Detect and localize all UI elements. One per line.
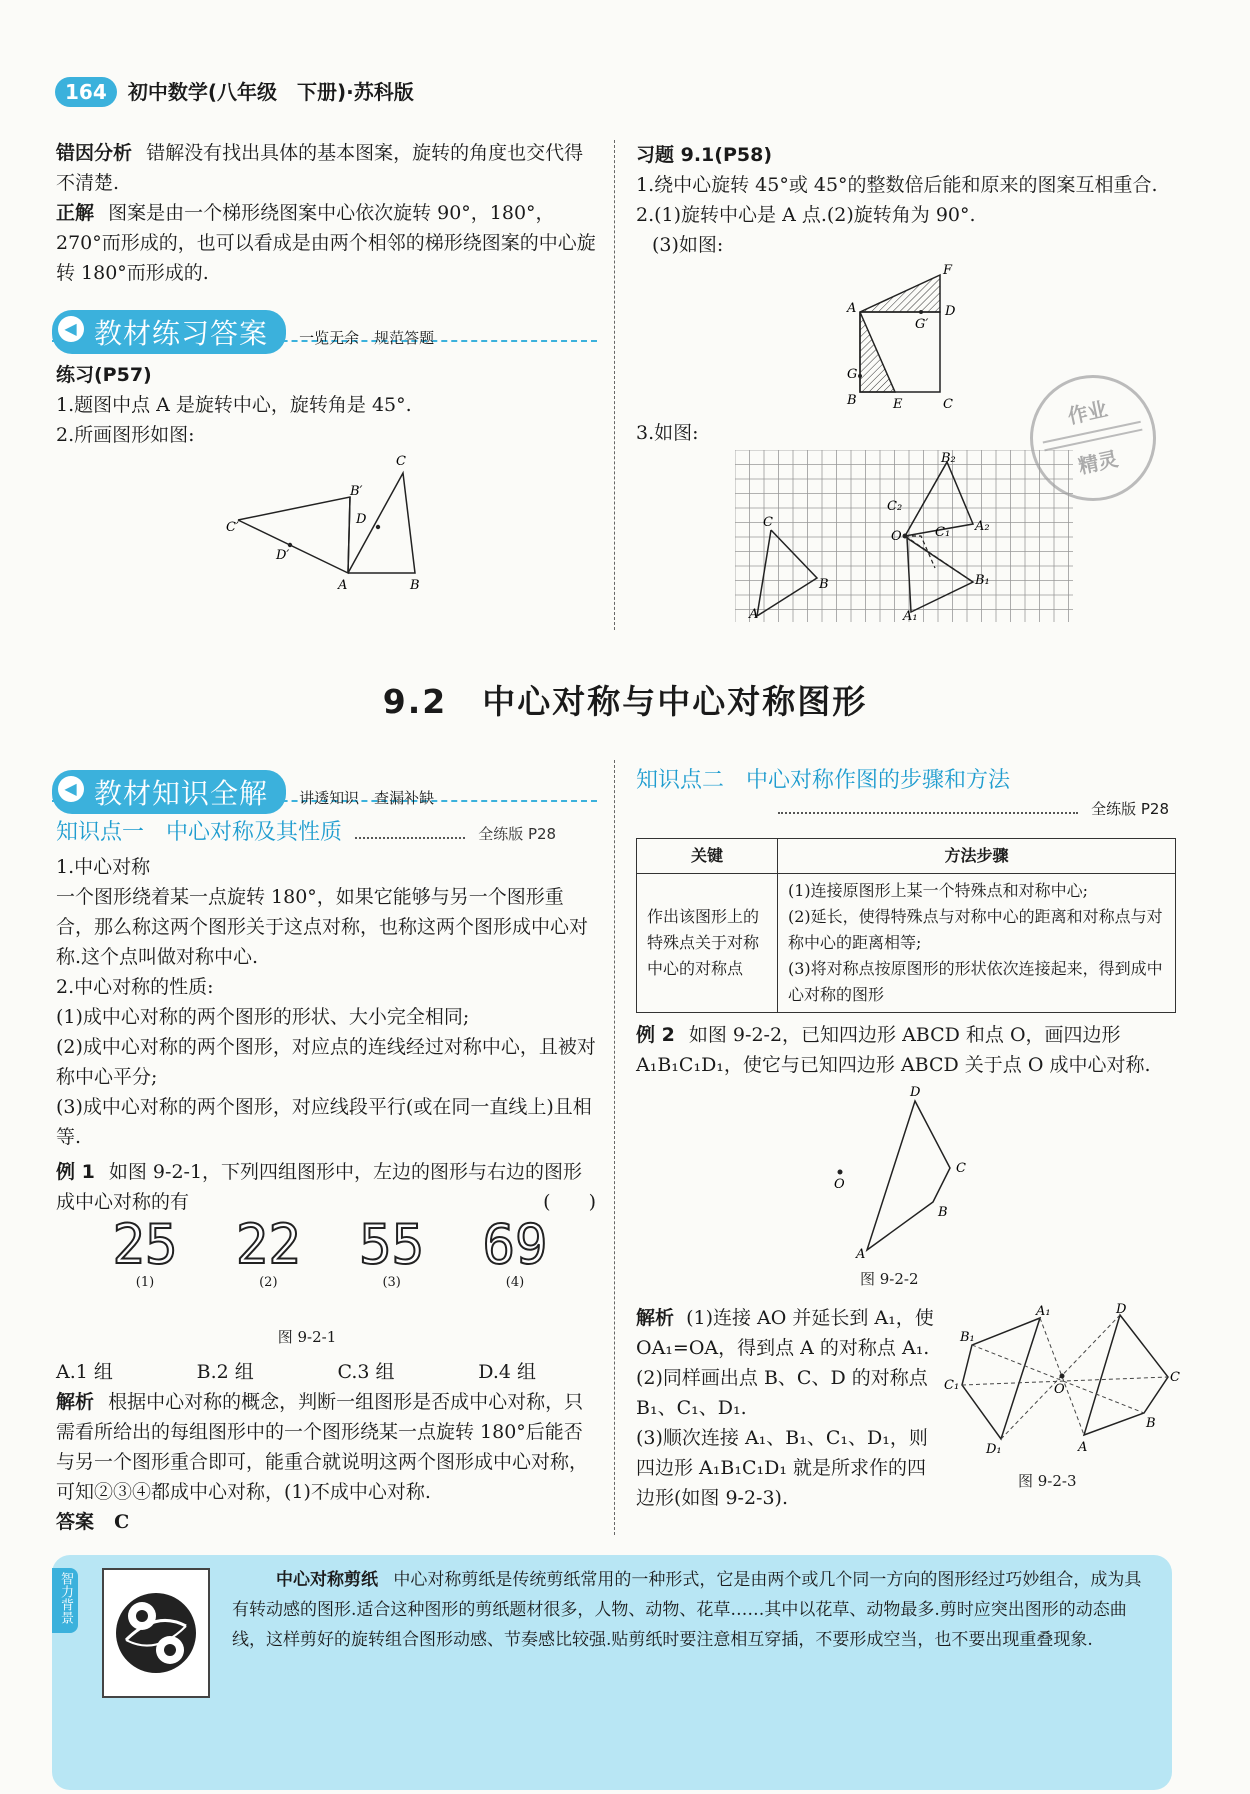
fig-label: B bbox=[819, 577, 829, 592]
tip-title: 中心对称剪纸 bbox=[276, 1570, 378, 1590]
option-c: C.3 组 bbox=[337, 1361, 395, 1383]
tip-text bbox=[232, 1565, 1157, 1655]
fig-label: C bbox=[956, 1161, 966, 1176]
kp2-ref: 全练版 P28 bbox=[1091, 800, 1169, 818]
fig-label: D bbox=[910, 1085, 921, 1100]
fig-label: F bbox=[943, 263, 953, 278]
fig-label: A bbox=[338, 578, 348, 593]
error-text: 错解没有找出具体的基本图案，旋转的角度也交代得不清楚. bbox=[56, 142, 584, 194]
ex1-label: 例 1 bbox=[56, 1161, 95, 1183]
ex1-caption: 图 9-2-1 bbox=[277, 1328, 337, 1346]
fig-label: B₁ bbox=[975, 573, 990, 588]
fig-label: A₁ bbox=[903, 609, 918, 622]
fig-label: B′ bbox=[350, 484, 363, 499]
fig-label: C₂ bbox=[887, 499, 903, 514]
analysis-a3: (3)顺次连接 A₁、B₁、C₁、D₁，则四边形 A₁B₁C₁D₁ 就是所求作的四边形(如图 9-2-3). bbox=[636, 1427, 928, 1509]
exercise-q2: 2.所画图形如图: bbox=[56, 424, 195, 446]
ex1-fig: 69 (4) bbox=[482, 1213, 548, 1290]
fig-label: O bbox=[834, 1177, 845, 1192]
analysis-text: 根据中心对称的概念，判断一组图形是否成中心对称，只需看所给出的每组图形中的一个图形绕某一点旋转 180°后能否与另一个图形重合即可，能重合就说明这两个图形成中心对称，可知②③④都成中心对称，(1)不成中心对称. bbox=[56, 1391, 589, 1503]
grid-figure bbox=[735, 450, 1073, 622]
book-title: 初中数学(八年级 下册)·苏科版 bbox=[127, 80, 414, 104]
option-d: D.4 组 bbox=[478, 1361, 536, 1383]
kp1-p3: (2)成中心对称的两个图形，对应点的连线经过对称中心，且被对称中心平分; bbox=[56, 1036, 596, 1088]
symmetric-figure bbox=[942, 1303, 1182, 1473]
fig-label: D bbox=[1116, 1303, 1127, 1317]
page-header bbox=[55, 76, 475, 110]
kp1-title: 知识点一 中心对称及其性质 bbox=[56, 820, 343, 845]
banner-subtitle: 一览无余 规范答题 bbox=[299, 329, 435, 347]
exercise-q1: 1.题图中点 A 是旋转中心，旋转角是 45°. bbox=[56, 394, 412, 416]
kp1-p2: (1)成中心对称的两个图形的形状、大小完全相同; bbox=[56, 1006, 470, 1028]
speaker-icon: ◀ bbox=[58, 316, 84, 342]
fig-label: B bbox=[847, 393, 857, 408]
kp1-h2: 2.中心对称的性质: bbox=[56, 976, 214, 998]
example1 bbox=[56, 1157, 596, 1217]
ex1-analysis bbox=[56, 1387, 596, 1507]
rotation-figure-left bbox=[220, 445, 440, 595]
correct-text: 图案是由一个梯形绕图案中心依次旋转 90°，180°，270°而形成的，也可以看成是由两个相邻的梯形绕图案的中心旋转 180°而形成的. bbox=[56, 202, 596, 284]
column-divider bbox=[614, 140, 615, 630]
fig-label: B₂ bbox=[941, 451, 956, 466]
ex2-analysis bbox=[636, 1303, 936, 1513]
watermark-stamp: 作业 精灵 bbox=[1018, 363, 1167, 512]
kp1-p4: (3)成中心对称的两个图形，对应线段平行(或在同一直线上)且相等. bbox=[56, 1096, 592, 1148]
fig-label: C bbox=[763, 515, 773, 530]
ex2-caption: 图 9-2-2 bbox=[860, 1270, 919, 1288]
fig-label: C bbox=[396, 454, 406, 469]
speaker-icon: ◀ bbox=[58, 776, 84, 802]
homework-title: 习题 9.1(P58) bbox=[636, 144, 773, 166]
fig-label: C′ bbox=[226, 520, 239, 535]
column-divider-lower bbox=[614, 760, 615, 1535]
fig-label: C bbox=[943, 397, 953, 412]
kp1-h1: 1.中心对称 bbox=[56, 856, 151, 878]
banner-title: ◀ 教材练习答案 bbox=[52, 310, 286, 354]
correct-solution bbox=[56, 198, 596, 288]
homework-q1: 1.绕中心旋转 45°或 45°的整数倍后能和原来的图案互相重合. bbox=[636, 174, 1158, 196]
fig-label: B₁ bbox=[960, 1330, 975, 1345]
exercise-block bbox=[56, 360, 596, 450]
ex1-fig: 55 (3) bbox=[359, 1213, 425, 1290]
ex1-text: 如图 9-2-1，下列四组图形中，左边的图形与右边的图形成中心对称的有 bbox=[56, 1161, 583, 1213]
ex1-fig-row bbox=[100, 1215, 560, 1290]
kp2-ref-row bbox=[778, 798, 1178, 819]
steps-table bbox=[636, 838, 1176, 1013]
fig-label: D bbox=[945, 304, 956, 319]
kp1-heading bbox=[56, 815, 596, 845]
option-a: A.1 组 bbox=[56, 1361, 113, 1383]
fig-label: O bbox=[1054, 1382, 1065, 1397]
banner-title: ◀ 教材知识全解 bbox=[52, 770, 286, 814]
option-b: B.2 组 bbox=[196, 1361, 254, 1383]
homework-block bbox=[636, 140, 1196, 260]
fig-label: B bbox=[410, 578, 420, 593]
fig-label: C₁ bbox=[935, 525, 951, 540]
homework-q3: 3.如图: bbox=[636, 422, 699, 444]
fig-label: C bbox=[1170, 1370, 1180, 1385]
fig-label: G bbox=[847, 367, 858, 382]
section-title: 9.2 中心对称与中心对称图形 bbox=[382, 682, 868, 721]
ex2-label: 例 2 bbox=[636, 1024, 675, 1046]
fig-label: D bbox=[356, 512, 367, 527]
analysis-a2: (2)同样画出点 B、C、D 的对称点 B₁、C₁、D₁. bbox=[636, 1367, 928, 1419]
homework-q2: 2.(1)旋转中心是 A 点.(2)旋转角为 90°. bbox=[636, 204, 976, 226]
ex1-fig: 22 (2) bbox=[235, 1213, 301, 1290]
dot-leader bbox=[778, 812, 1078, 814]
answer-label: 答案 bbox=[56, 1511, 95, 1533]
fig-label: D₁ bbox=[986, 1442, 1002, 1457]
steps-cell: (1)连接原图形上某一个特殊点和对称中心; (2)延长，使得特殊点与对称中心的距离和对称点与对称中心的距离相等; (3)将对称点按原图形的形状依次连接起来，得到成中心对称的图形 bbox=[778, 874, 1176, 1013]
fig-label: A bbox=[1078, 1440, 1088, 1455]
tip-body: 中心对称剪纸是传统剪纸常用的一种形式，它是由两个或几个同一方向的图形经过巧妙组合，成为具有转动感的图形.适合这种图形的剪纸题材很多，人物、动物、花草……其中以花草、动物最多.剪时应突出图形的动态曲线，这样剪好的旋转组合图形动感、节奏感比较强.贴剪纸时要注意相互穿插，不要形成空当，也不要出现重叠现象. bbox=[232, 1570, 1142, 1650]
fig-label: A bbox=[856, 1247, 866, 1260]
analysis-a1: (1)连接 AO 并延长到 A₁，使 OA₁=OA，得到点 A 的对称点 A₁. bbox=[636, 1307, 934, 1359]
banner-textbook-answers bbox=[52, 310, 597, 350]
correct-label: 正解 bbox=[56, 202, 95, 224]
kp1-body bbox=[56, 852, 596, 1152]
fig-label: A bbox=[847, 301, 857, 316]
homework-q2b: (3)如图: bbox=[652, 234, 724, 256]
analysis-label: 解析 bbox=[56, 1391, 95, 1413]
fig-label: B bbox=[938, 1205, 948, 1220]
quadrilateral-figure bbox=[830, 1080, 990, 1260]
papercut-image bbox=[102, 1568, 210, 1698]
example2 bbox=[636, 1020, 1181, 1080]
fig-label: B bbox=[1146, 1416, 1156, 1431]
dot-leader bbox=[355, 837, 465, 839]
square-figure bbox=[845, 260, 975, 415]
ex1-options bbox=[56, 1357, 596, 1387]
tip-side-label: 智力背景 bbox=[52, 1568, 78, 1633]
ex1-paren: ( ) bbox=[543, 1191, 596, 1213]
fig-label: A₁ bbox=[1036, 1304, 1051, 1319]
kp1-ref: 全练版 P28 bbox=[478, 825, 557, 843]
col-key: 关键 bbox=[637, 839, 778, 874]
ex1-answer bbox=[56, 1507, 129, 1537]
banner-knowledge bbox=[52, 770, 597, 810]
page-number: 164 bbox=[55, 77, 117, 107]
ex2-caption3: 图 9-2-3 bbox=[1018, 1472, 1077, 1490]
kp1-p1: 一个图形绕着某一点旋转 180°，如果它能够与另一个图形重合，那么称这两个图形关于这点对称，也称这两个图形成中心对称.这个点叫做对称中心. bbox=[56, 886, 589, 968]
papercut-illustration bbox=[104, 1570, 208, 1696]
error-label: 错因分析 bbox=[56, 142, 133, 164]
key-cell: 作出该图形上的特殊点关于对称中心的对称点 bbox=[637, 874, 778, 1013]
ex2-text: 如图 9-2-2，已知四边形 ABCD 和点 O，画四边形 A₁B₁C₁D₁，使它与已知四边形 ABCD 关于点 O 成中心对称. bbox=[636, 1024, 1151, 1076]
ex1-fig: 25 (1) bbox=[112, 1213, 178, 1290]
answer-value: C bbox=[114, 1511, 130, 1533]
exercise-title: 练习(P57) bbox=[56, 364, 152, 386]
fig-label: E bbox=[893, 397, 903, 412]
analysis-label: 解析 bbox=[636, 1307, 675, 1329]
error-analysis bbox=[56, 138, 596, 198]
col-steps: 方法步骤 bbox=[778, 839, 1176, 874]
fig-label: G′ bbox=[915, 317, 929, 332]
ex1-figures bbox=[100, 1215, 560, 1295]
fig-label: A bbox=[749, 607, 759, 622]
fig-label: A₂ bbox=[975, 519, 990, 534]
fig-label: C₁ bbox=[944, 1378, 960, 1393]
fig-label: O bbox=[891, 529, 902, 544]
kp2-title: 知识点二 中心对称作图的步骤和方法 bbox=[636, 768, 1011, 793]
banner-subtitle: 讲透知识 查漏补缺 bbox=[299, 789, 435, 807]
fig-label: D′ bbox=[276, 548, 290, 563]
